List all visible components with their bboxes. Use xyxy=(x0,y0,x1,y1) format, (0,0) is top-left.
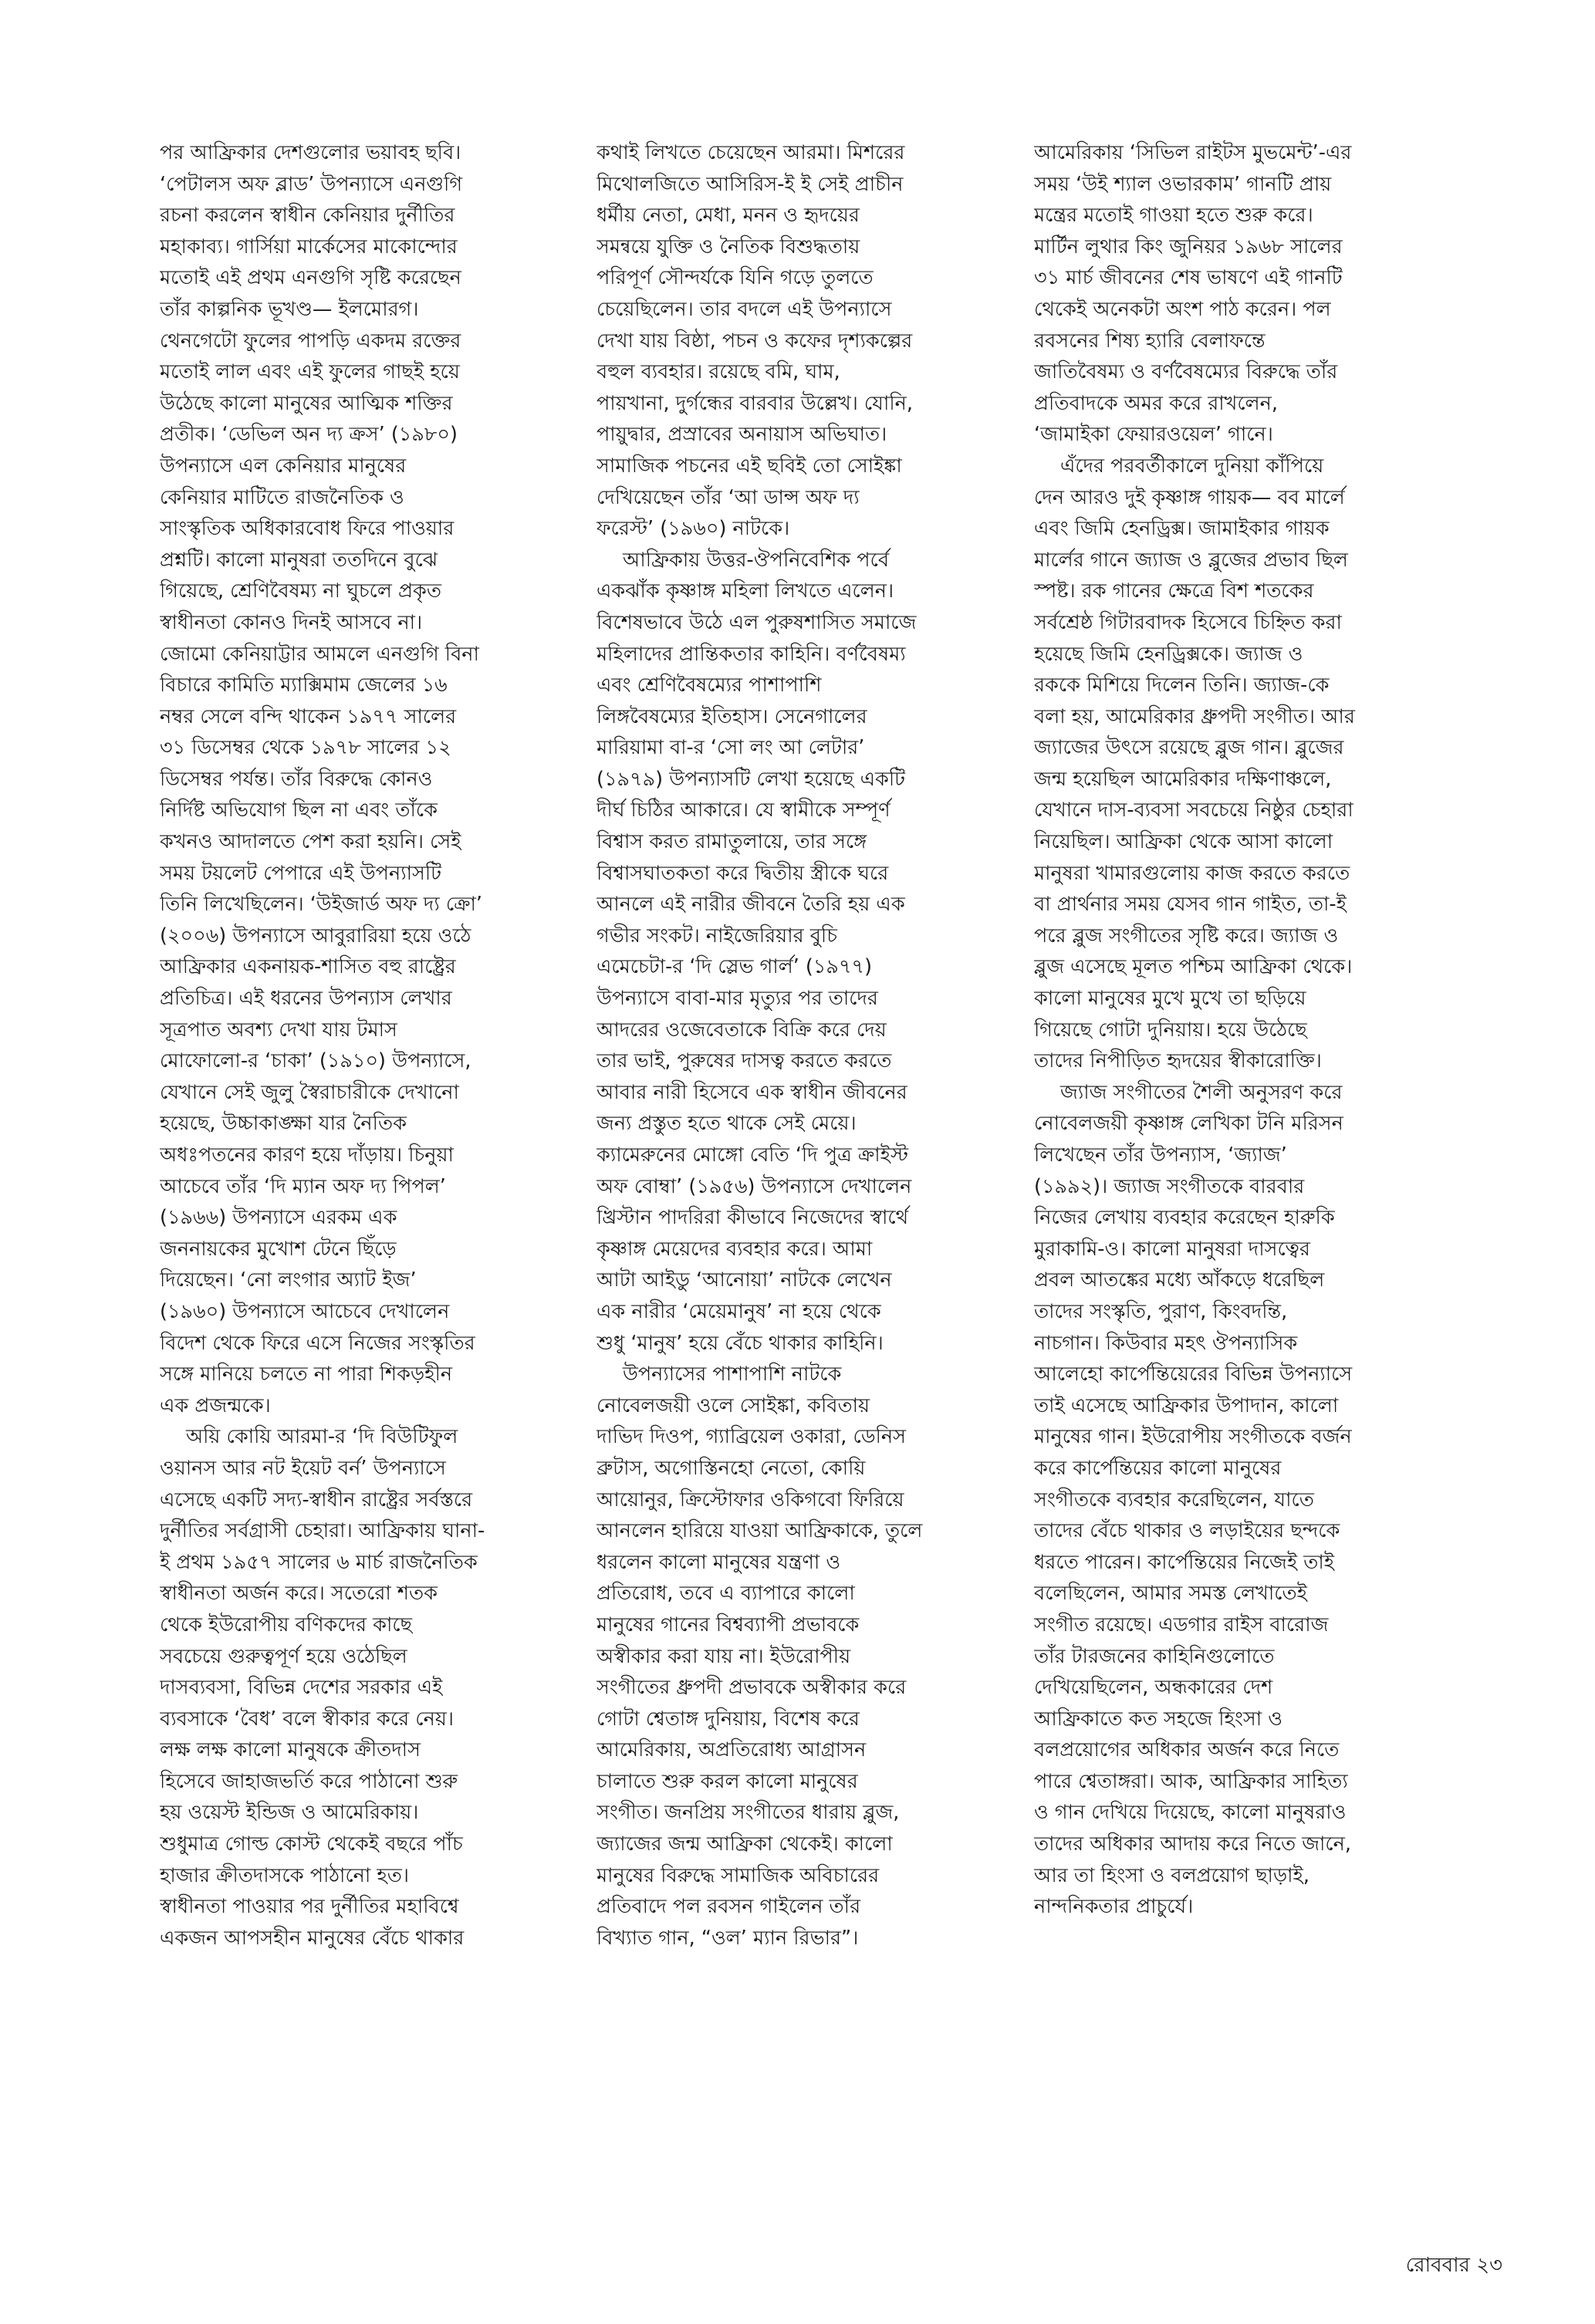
text-line: এক প্রজন্মকে। xyxy=(160,1393,271,1417)
text-line: আনলেন হারিয়ে যাওয়া আফ্রিকাকে, তুলে xyxy=(596,1519,923,1543)
text-line: শুধু ‘মানুষ’ হয়ে বেঁচে থাকার কাহিনি। xyxy=(596,1331,884,1355)
text-line: আদরের ওজেবেতাকে বিক্রি করে দেয় xyxy=(596,1018,887,1042)
text-line: জ্যাজের জন্ম আফ্রিকা থেকেই। কালো xyxy=(596,1833,893,1856)
text-line: সংগীত রয়েছে। এডগার রাইস বারোজ xyxy=(1034,1613,1329,1637)
text-line: সংগীতকে ব্যবহার করেছিলেন, যাতে xyxy=(1034,1488,1314,1512)
text-line: আবার নারী হিসেবে এক স্বাধীন জীবনের xyxy=(596,1080,907,1104)
text-line: মার্লের গানে জ্যাজ ও ব্লুজের প্রভাব ছিল xyxy=(1034,548,1348,572)
text-line: বিশেষভাবে উঠে এল পুরুষশাসিত সমাজে xyxy=(596,610,917,634)
text-line: মোফোলো-র ‘চাকা’ (১৯১০) উপন্যাসে, xyxy=(160,1049,471,1073)
text-line: মানুষের গানের বিশ্বব্যাপী প্রভাবকে xyxy=(596,1613,860,1637)
text-line: (২০০৬) উপন্যাসে আবুরারিয়া হয়ে ওঠে xyxy=(160,924,471,948)
text-line: আচেবে তাঁর ‘দি ম্যান অফ দ্য পিপল’ xyxy=(160,1174,446,1198)
text-line: এঁদের পরবর্তীকালে দুনিয়া কাঁপিয়ে xyxy=(1060,454,1324,478)
text-line: নোবেলজয়ী ওলে সোইঙ্কা, কবিতায় xyxy=(596,1393,870,1417)
text-line: সর্বশ্রেষ্ঠ গিটারবাদক হিসেবে চিহ্নিত করা xyxy=(1034,610,1342,634)
text-line: হাজার ক্রীতদাসকে পাঠানো হত। xyxy=(160,1863,410,1887)
text-line: শুধুমাত্র গোল্ড কোস্ট থেকেই বছরে পাঁচ xyxy=(160,1833,463,1856)
article-column-2 xyxy=(596,137,986,1954)
text-line: মতোই লাল এবং এই ফুলের গাছই হয়ে xyxy=(160,360,460,384)
text-line: নম্বর সেলে বন্দি থাকেন ১৯৭৭ সালের xyxy=(160,704,457,728)
text-line: এক নারীর ‘মেয়েমানুষ’ না হয়ে থেকে xyxy=(596,1299,881,1323)
text-line: আমেরিকায়, অপ্রতিরোধ্য আগ্রাসন xyxy=(596,1738,867,1762)
text-line: সংগীতের ধ্রুপদী প্রভাবকে অস্বীকার করে xyxy=(596,1676,907,1700)
page-footer: রোববার ২৩ xyxy=(1405,2254,1502,2277)
text-line: সবচেয়ে গুরুত্বপূর্ণ হয়ে ওঠেছিল xyxy=(160,1644,407,1668)
text-line: প্রতীক। ‘ডেভিল অন দ্য ক্রস’ (১৯৮০) xyxy=(160,423,458,447)
text-line: ওয়ানস আর নট ইয়েট বর্ন’ উপন্যাসে xyxy=(160,1456,446,1480)
text-line: তাদের সংস্কৃতি, পুরাণ, কিংবদন্তি, xyxy=(1034,1299,1288,1323)
text-line: সংগীত। জনপ্রিয় সংগীতের ধারায় ব্লুজ, xyxy=(596,1801,900,1825)
text-line: দাসব্যবসা, বিভিন্ন দেশের সরকার এই xyxy=(160,1676,443,1700)
text-line: পর আফ্রিকার দেশগুলোর ভয়াবহ ছবি। xyxy=(160,141,461,164)
text-line: তাদের অধিকার আদায় করে নিতে জানে, xyxy=(1034,1833,1352,1856)
text-line: খ্রিস্টান পাদরিরা কীভাবে নিজেদের স্বার্থে xyxy=(596,1206,909,1230)
text-line: দেন আরও দুই কৃষ্ণাঙ্গ গায়ক— বব মার্লে xyxy=(1034,485,1345,509)
text-line: গিয়েছে, শ্রেণিবৈষম্য না ঘুচলে প্রকৃত xyxy=(160,579,441,603)
text-line: হিসেবে জাহাজভর্তি করে পাঠানো শুরু xyxy=(160,1769,458,1793)
text-line: দেখিয়েছিলেন, অন্ধকারের দেশ xyxy=(1034,1676,1273,1700)
text-line: ও গান দেখিয়ে দিয়েছে, কালো মানুষরাও xyxy=(1034,1801,1347,1825)
text-line: থেকে ইউরোপীয় বণিকদের কাছে xyxy=(160,1613,413,1637)
text-line: স্বাধীনতা পাওয়ার পর দুর্নীতির মহাবিশ্বে xyxy=(160,1895,459,1919)
text-line: ধর্মীয় নেতা, মেধা, মনন ও হৃদয়ের xyxy=(596,204,860,228)
text-line: পারে শ্বেতাঙ্গরা। আক, আফ্রিকার সাহিত্য xyxy=(1034,1769,1348,1793)
text-line: নিয়েছিল। আফ্রিকা থেকে আসা কালো xyxy=(1034,830,1333,854)
text-line: মন্ত্রের মতোই গাওয়া হতে শুরু করে। xyxy=(1034,204,1313,228)
text-line: দেখিয়েছেন তাঁর ‘আ ডান্স অফ দ্য xyxy=(596,485,860,509)
text-line: উপন্যাসে বাবা-মার মৃত্যুর পর তাদের xyxy=(596,987,878,1011)
text-line: দেখা যায় বিষ্ঠা, পচন ও কফের দৃশ্যকল্পের xyxy=(596,329,913,353)
text-line: বিচারে কামিতি ম্যাক্সিমাম জেলের ১৬ xyxy=(160,674,448,698)
text-line: ফরেস্ট’ (১৯৬০) নাটকে। xyxy=(596,517,790,541)
text-line: মুরাকামি-ও। কালো মানুষরা দাসত্বের xyxy=(1034,1237,1310,1261)
text-line: তাঁর টারজনের কাহিনিগুলোতে xyxy=(1034,1644,1275,1668)
text-line: লিঙ্গবৈষম্যের ইতিহাস। সেনেগালের xyxy=(596,704,867,728)
text-line: তিনি লিখেছিলেন। ‘উইজার্ড অফ দ্য ক্রো’ xyxy=(160,893,482,917)
text-line: বলা হয়, আমেরিকার ধ্রুপদী সংগীত। আর xyxy=(1034,704,1355,728)
text-line: জ্যাজের উৎসে রয়েছে ব্লুজ গান। ব্লুজের xyxy=(1034,736,1344,760)
text-line: একঝাঁক কৃষ্ণাঙ্গ মহিলা লিখতে এলেন। xyxy=(596,579,894,603)
text-line: কেনিয়ার মাটিতে রাজনৈতিক ও xyxy=(160,485,404,509)
text-line: হয় ওয়েস্ট ইন্ডিজ ও আমেরিকায়। xyxy=(160,1801,419,1825)
text-line: আমেরিকায় ‘সিভিল রাইটস মুভমেন্ট’-এর xyxy=(1034,141,1352,164)
text-line: আফ্রিকাতে কত সহজে হিংসা ও xyxy=(1034,1707,1283,1731)
text-line: মতোই এই প্রথম এনগুগি সৃষ্টি করেছেন xyxy=(160,266,461,290)
text-line: ৩১ ডিসেম্বর থেকে ১৯৭৮ সালের ১২ xyxy=(160,736,451,760)
text-line: পরিপূর্ণ সৌন্দর্যকে যিনি গড়ে তুলতে xyxy=(596,266,874,290)
text-line: ধরতে পারেন। কার্পেন্তিয়ের নিজেই তাই xyxy=(1034,1550,1335,1574)
text-line: মার্টিন লুথার কিং জুনিয়র ১৯৬৮ সালের xyxy=(1034,235,1343,258)
text-line: আয়োনুর, ক্রিস্টোফার ওকিগবো ফিরিয়ে xyxy=(596,1488,904,1512)
article-column-3 xyxy=(1034,137,1424,1923)
text-line: থেনগেটো ফুলের পাপড়ি একদম রক্তের xyxy=(160,329,461,353)
text-line: জননায়কের মুখোশ টেনে ছিঁড়ে xyxy=(160,1237,397,1261)
text-line: (১৯৬৬) উপন্যাসে এরকম এক xyxy=(160,1206,397,1230)
text-line: সামাজিক পচনের এই ছবিই তো সোইঙ্কা xyxy=(596,454,902,478)
text-line: হয়েছে, উচ্চাকাঙ্ক্ষা যার নৈতিক xyxy=(160,1112,407,1136)
text-line: জন্য প্রস্তুত হতে থাকে সেই মেয়ে। xyxy=(596,1112,857,1136)
text-line: পায়খানা, দুর্গন্ধের বারবার উল্লেখ। যোনি, xyxy=(596,391,913,415)
text-line: অয়ি কোয়ি আরমা-র ‘দি বিউটিফুল xyxy=(186,1425,458,1449)
text-line: সূত্রপাত অবশ্য দেখা যায় টমাস xyxy=(160,1018,397,1042)
text-line: পরে ব্লুজ সংগীতের সৃষ্টি করে। জ্যাজ ও xyxy=(1034,924,1339,948)
text-line: প্রতিবাদে পল রবসন গাইলেন তাঁর xyxy=(596,1895,861,1919)
text-line: বিদেশ থেকে ফিরে এসে নিজের সংস্কৃতির xyxy=(160,1331,475,1355)
text-line: আনলে এই নারীর জীবনে তৈরি হয় এক xyxy=(596,893,905,917)
text-line: প্রতিরোধ, তবে এ ব্যাপারে কালো xyxy=(596,1582,855,1606)
text-line: সময় টয়লেট পেপারে এই উপন্যাসটি xyxy=(160,861,442,885)
article-column-1 xyxy=(160,137,549,1954)
text-line: বিশ্বাসঘাতকতা করে দ্বিতীয় স্ত্রীকে ঘরে xyxy=(596,861,889,885)
text-line: উপন্যাসে এল কেনিয়ার মানুষের xyxy=(160,454,407,478)
text-line: আর তা হিংসা ও বলপ্রয়োগ ছাড়াই, xyxy=(1034,1863,1309,1887)
text-line: স্পষ্ট। রক গানের ক্ষেত্রে বিশ শতকের xyxy=(1034,579,1314,603)
text-line: জোমো কেনিয়াট্টার আমলে এনগুগি বিনা xyxy=(160,642,479,666)
text-line: বহুল ব্যবহার। রয়েছে বমি, ঘাম, xyxy=(596,360,840,384)
text-line: ‘জামাইকা ফেয়ারওয়েল’ গানে। xyxy=(1034,423,1273,447)
text-line: লক্ষ লক্ষ কালো মানুষকে ক্রীতদাস xyxy=(160,1738,421,1762)
text-line: হয়েছে জিমি হেনড্রিক্সকে। জ্যাজ ও xyxy=(1034,642,1303,666)
text-line: বা প্রার্থনার সময় যেসব গান গাইত, তা-ই xyxy=(1034,893,1347,917)
text-line: লিখেছেন তাঁর উপন্যাস, ‘জ্যাজ’ xyxy=(1034,1143,1287,1167)
text-line: ক্যামেরুনের মোঙ্গো বেতি ‘দি পুত্র ক্রাইস্ট xyxy=(596,1143,909,1167)
text-line: মানুষের বিরুদ্ধে সামাজিক অবিচারের xyxy=(596,1863,880,1887)
text-line: সময় ‘উই শ্যাল ওভারকাম’ গানটি প্রায় xyxy=(1034,172,1332,196)
text-line: নাচগান। কিউবার মহৎ ঔপন্যাসিক xyxy=(1034,1331,1298,1355)
text-line: অধঃপতনের কারণ হয়ে দাঁড়ায়। চিনুয়া xyxy=(160,1143,454,1167)
text-line: মহিলাদের প্রান্তিকতার কাহিনি। বর্ণবৈষম্য xyxy=(596,642,906,666)
text-line: চালাতে শুরু করল কালো মানুষের xyxy=(596,1769,858,1793)
text-line: থেকেই অনেকটা অংশ পাঠ করেন। পল xyxy=(1034,297,1331,321)
text-line: মহাকাব্য। গার্সিয়া মার্কেসের মাকোন্দোর xyxy=(160,235,458,258)
text-line: ‘পেটালস অফ ব্লাড’ উপন্যাসে এনগুগি xyxy=(160,172,463,196)
text-line: এমেচেটা-র ‘দি স্লেভ গার্ল’ (১৯৭৭) xyxy=(596,955,873,979)
text-line: তাদের নিপীড়িত হৃদয়ের স্বীকারোক্তি। xyxy=(1034,1049,1322,1073)
text-line: চেয়েছিলেন। তার বদলে এই উপন্যাসে xyxy=(596,297,892,321)
text-line: রবসনের শিষ্য হ্যারি বেলাফন্তে xyxy=(1034,329,1266,353)
text-line: ই প্রথম ১৯৫৭ সালের ৬ মার্চ রাজনৈতিক xyxy=(160,1550,478,1574)
text-line: এসেছে একটি সদ্য-স্বাধীন রাষ্ট্রের সর্বস্তরে xyxy=(160,1488,473,1512)
text-line: এবং জিমি হেনড্রিক্স। জামাইকার গায়ক xyxy=(1034,517,1330,541)
text-line: দুর্নীতির সর্বগ্রাসী চেহারা। আফ্রিকায় ঘানা- xyxy=(160,1519,485,1543)
text-line: উপন্যাসের পাশাপাশি নাটকে xyxy=(623,1363,842,1387)
text-line: কালো মানুষের মুখে মুখে তা ছড়িয়ে xyxy=(1034,987,1306,1011)
text-line: নির্দিষ্ট অভিযোগ ছিল না এবং তাঁকে xyxy=(160,799,438,823)
text-line: সাংস্কৃতিক অধিকারবোধ ফিরে পাওয়ার xyxy=(160,517,455,541)
text-line: নিজের লেখায় ব্যবহার করেছেন হারুকি xyxy=(1034,1206,1335,1230)
text-line: ধরলেন কালো মানুষের যন্ত্রণা ও xyxy=(596,1550,841,1574)
text-line: বলপ্রয়োগের অধিকার অর্জন করে নিতে xyxy=(1034,1738,1340,1762)
text-line: প্রবল আতঙ্কের মধ্যে আঁকড়ে ধরেছিল xyxy=(1034,1268,1325,1292)
text-line: গোটা শ্বেতাঙ্গ দুনিয়ায়, বিশেষ করে xyxy=(596,1707,860,1731)
text-line: (১৯৬০) উপন্যাসে আচেবে দেখালেন xyxy=(160,1299,450,1323)
text-line: (১৯৯২)। জ্যাজ সংগীতকে বারবার xyxy=(1034,1174,1305,1198)
text-line: ডিসেম্বর পর্যন্ত। তাঁর বিরুদ্ধে কোনও xyxy=(160,767,433,791)
text-line: কথাই লিখতে চেয়েছেন আরমা। মিশরের xyxy=(596,141,905,164)
text-line: উঠেছে কালো মানুষের আত্মিক শক্তির xyxy=(160,391,453,415)
text-line: জ্যাজ সংগীতের শৈলী অনুসরণ করে xyxy=(1060,1080,1343,1104)
text-line: ব্রুটাস, অগোস্তিনহো নেতো, কোয়ি xyxy=(596,1456,866,1480)
text-line: রচনা করলেন স্বাধীন কেনিয়ার দুর্নীতির xyxy=(160,204,455,228)
text-line: মানুষের গান। ইউরোপীয় সংগীতকে বর্জন xyxy=(1034,1425,1352,1449)
text-line: আলেহো কার্পেন্তিয়েরের বিভিন্ন উপন্যাসে xyxy=(1034,1363,1353,1387)
text-line: স্বাধীনতা কোনও দিনই আসবে না। xyxy=(160,610,423,634)
text-line: প্রতিবাদকে অমর করে রাখলেন, xyxy=(1034,391,1278,415)
text-line: কখনও আদালতে পেশ করা হয়নি। সেই xyxy=(160,830,461,854)
text-line: মিথোলজিতে আসিরিস-ই ই সেই প্রাচীন xyxy=(596,172,904,196)
text-line: আটা আইডু ‘আনোয়া’ নাটকে লেখেন xyxy=(596,1268,892,1292)
text-line: আফ্রিকায় উত্তর-ঔপনিবেশিক পর্বে xyxy=(623,548,890,572)
text-line: জাতিবৈষম্য ও বর্ণবৈষম্যের বিরুদ্ধে তাঁর xyxy=(1034,360,1338,384)
text-line: মারিয়ামা বা-র ‘সো লং আ লেটার’ xyxy=(596,736,865,760)
text-line: স্বাধীনতা অর্জন করে। সতেরো শতক xyxy=(160,1582,438,1606)
text-line: গভীর সংকট। নাইজেরিয়ার বুচি xyxy=(596,924,837,948)
text-line: তাঁর কাল্পনিক ভূখণ্ড— ইলমোরগ। xyxy=(160,297,419,321)
text-line: (১৯৭৯) উপন্যাসটি লেখা হয়েছে একটি xyxy=(596,767,906,791)
text-line: নান্দনিকতার প্রাচুর্যে। xyxy=(1034,1895,1194,1919)
text-line: বিখ্যাত গান, “ওল’ ম্যান রিভার”। xyxy=(596,1926,859,1950)
text-line: বিশ্বাস করত রামাতুলায়ে, তার সঙ্গে xyxy=(596,830,867,854)
text-line: ব্লুজ এসেছে মূলত পশ্চিম আফ্রিকা থেকে। xyxy=(1034,955,1353,979)
text-line: প্রতিচিত্র। এই ধরনের উপন্যাস লেখার xyxy=(160,987,452,1011)
text-line: সঙ্গে মানিয়ে চলতে না পারা শিকড়হীন xyxy=(160,1363,453,1387)
text-line: ৩১ মার্চ জীবনের শেষ ভাষণে এই গানটি xyxy=(1034,266,1343,290)
text-line: দীর্ঘ চিঠির আকারে। যে স্বামীকে সম্পূর্ণ xyxy=(596,799,890,823)
text-line: প্রশ্নটি। কালো মানুষরা ততদিনে বুঝে xyxy=(160,548,438,572)
text-line: আফ্রিকার একনায়ক-শাসিত বহু রাষ্ট্রের xyxy=(160,955,456,979)
text-line: গিয়েছে গোটা দুনিয়ায়। হয়ে উঠেছে xyxy=(1034,1018,1307,1042)
text-line: রককে মিশিয়ে দিলেন তিনি। জ্যাজ-কে xyxy=(1034,674,1330,698)
text-line: মানুষরা খামারগুলোয় কাজ করতে করতে xyxy=(1034,861,1350,885)
text-line: তার ভাই, পুরুষের দাসত্ব করতে করতে xyxy=(596,1049,892,1073)
text-line: দাভিদ দিওপ, গ্যাব্রিয়েল ওকারা, ডেনিস xyxy=(596,1425,906,1449)
text-line: অফ বোম্বা’ (১৯৫৬) উপন্যাসে দেখালেন xyxy=(596,1174,912,1198)
text-line: যেখানে দাস-ব্যবসা সবচেয়ে নিষ্ঠুর চেহারা xyxy=(1034,799,1353,823)
text-line: ব্যবসাকে ‘বৈধ’ বলে স্বীকার করে নেয়। xyxy=(160,1707,454,1731)
text-line: কৃষ্ণাঙ্গ মেয়েদের ব্যবহার করে। আমা xyxy=(596,1237,873,1261)
text-line: এবং শ্রেণিবৈষম্যের পাশাপাশি xyxy=(596,674,822,698)
text-line: তাদের বেঁচে থাকার ও লড়াইয়ের ছন্দকে xyxy=(1034,1519,1340,1543)
text-line: নোবেলজয়ী কৃষ্ণাঙ্গ লেখিকা টনি মরিসন xyxy=(1034,1112,1343,1136)
text-line: দিয়েছেন। ‘নো লংগার অ্যাট ইজ’ xyxy=(160,1268,417,1292)
text-line: অস্বীকার করা যায় না। ইউরোপীয় xyxy=(596,1644,851,1668)
text-line: করে কার্পেন্তিয়ের কালো মানুষের xyxy=(1034,1456,1282,1480)
text-line: একজন আপসহীন মানুষের বেঁচে থাকার xyxy=(160,1926,465,1950)
text-line: বলেছিলেন, আমার সমস্ত লেখাতেই xyxy=(1034,1582,1307,1606)
text-line: জন্ম হয়েছিল আমেরিকার দক্ষিণাঞ্চলে, xyxy=(1034,767,1332,791)
text-line: পায়ুদ্বার, প্রস্রাবের অনায়াস অভিঘাত। xyxy=(596,423,887,447)
text-line: যেখানে সেই জুলু স্বৈরাচারীকে দেখানো xyxy=(160,1080,459,1104)
text-line: সমন্বয়ে যুক্তি ও নৈতিক বিশুদ্ধতায় xyxy=(596,235,860,258)
text-line: তাই এসেছে আফ্রিকার উপাদান, কালো xyxy=(1034,1393,1339,1417)
